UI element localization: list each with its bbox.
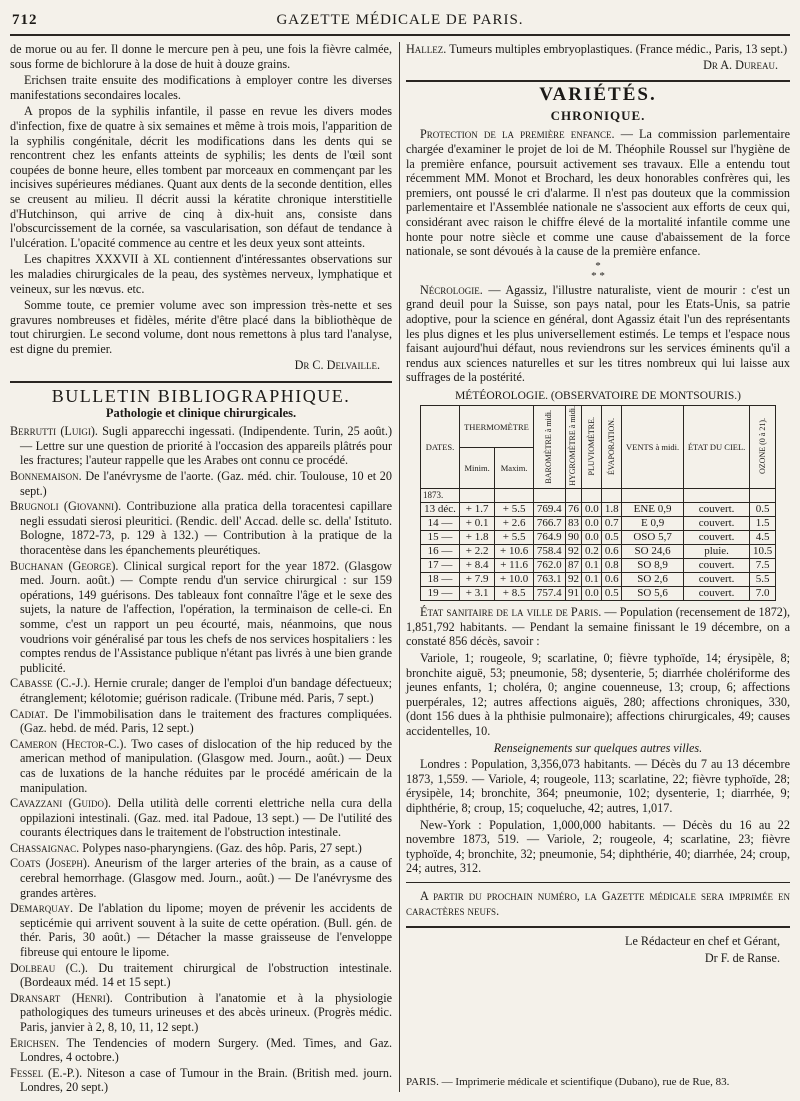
col-hygro (565, 406, 582, 489)
meteo-cell-date: 19 — (421, 587, 460, 601)
meteo-cell-evap: 0.6 (602, 573, 622, 587)
meteo-cell-ozone: 5.5 (750, 573, 776, 587)
meteo-cell-etat: couvert. (683, 531, 749, 545)
meteo-cell-date: 17 — (421, 559, 460, 573)
bibliography-entry (10, 1036, 392, 1065)
entry-text: Du traitement chirurgical de l'obstruction intestinale. (Bordeaux méd. 14 et 15 sept.) (20, 960, 392, 990)
meteo-cell-baro: 766.7 (533, 517, 565, 531)
meteo-cell-hygro: 87 (565, 559, 582, 573)
col-baro (533, 406, 565, 489)
year-row (421, 489, 776, 503)
meteo-cell-hygro: 92 (565, 545, 582, 559)
right-column (406, 42, 790, 967)
meteo-cell-date: 13 déc. (421, 503, 460, 517)
bibliography-entry (10, 707, 392, 736)
meteo-cell-max: + 5.5 (495, 503, 534, 517)
editor-rule (406, 926, 790, 928)
col-vents: VENTS à midi. (622, 406, 684, 489)
col-evap (602, 406, 622, 489)
editor-name: Dr F. de Ranse. (704, 950, 780, 965)
review-paragraph: A propos de la syphilis infantile, il passe en revue les divers modes d'infection, fixe de quatre à six semaines et même à trois mois, l'apparition de la syphilis congénitale, décrit les modifications dans les dents qui se rencontrent chez les enfants atteints de syphilis; les dents de l'œil sont coupées de bonne heure, elles tombent par morceaux en commençant par les incisives supérieures médianes. Quant aux dents de la seconde dentition, elles se creusent au milieu. Il décrit aussi la kératite chronique interstitielle d'Hutchinson, qui arrive de cinq à dix-huit ans, consiste dans l'obscurcissement de la cornée, sa vascularisation, son défaut de tendance à l'ulcération. L'opacité commence au centre et les deux yeux sont atteints. (10, 104, 392, 250)
entry-author: Dransart (Henri). (10, 990, 113, 1005)
entry-text: Tumeurs multiples embryoplastiques. (France médic., Paris, 13 sept.) (446, 42, 788, 56)
bibliography-entry (10, 1066, 392, 1095)
meteo-cell-vents: E 0,9 (622, 517, 684, 531)
paragraph-text: — La commission parlementaire chargée d'examiner le projet de loi de M. Théophile Roussel sur l'hygiène de la première enfance, poursuit activement ses travaux. Elle a entendu tout récemment MM. Monot et Brochard, les deux honorables confrères qui, les premiers, ont poussé le cri d'alarme. Il n'est pas douteux que la commission parlementaire et l'Assemblée nationale ne s'associent aux efforts de ceux qui, considérant avec raison le chiffre élevé de la mortalité infantile comme une honte pour notre siècle et comme une cause d'abaissement de la force nationale, se sont dévoués à la cause de la première enfance. (406, 127, 790, 259)
meteo-cell-max: + 8.5 (495, 587, 534, 601)
paragraph-text: — Agassiz, l'illustre naturaliste, vient de mourir : c'est un grand deuil pour la Suisse, son pays natal, pour les Etats-Unis, sa patrie adoptive, pour la science en général, dont Agassiz était l'un des représentants les plus dignes et les plus universellement estimés. Le temps et l'espace nous faisant aujourd'hui défaut, nous reviendrons sur les services éminents qu'il a rendus aux sciences naturelles et sur les titres nombreux qui lui laisse aux suffrages de la postérité. (406, 282, 790, 385)
meteo-cell-evap: 0.6 (602, 545, 622, 559)
meteo-table (420, 405, 776, 601)
col-pluvio-label: PLUVIOMÈTRE. (586, 417, 596, 476)
journal-title: GAZETTE MÉDICALE DE PARIS. (276, 12, 524, 28)
entry-author: Cabasse (C.-J.). (10, 676, 91, 691)
review-paragraph: Somme toute, ce premier volume avec son impression très-nette et ses gravures nombreuses et fidèles, mérite d'être placé dans la bibliothèque de tout chirurgien. Le second volume, dont nous remettons à plus tard l'analyse, est digne du premier. (10, 298, 392, 356)
meteo-cell-hygro: 83 (565, 517, 582, 531)
bibliography-entry (10, 499, 392, 557)
meteo-cell-date: 14 — (421, 517, 460, 531)
meteo-cell-pluvio: 0.1 (582, 559, 602, 573)
meteo-cell-evap: 0.5 (602, 531, 622, 545)
meteo-cell-vents: SO 8,9 (622, 559, 684, 573)
meteo-cell-ozone: 7.5 (750, 559, 776, 573)
meteo-cell-etat: couvert. (683, 573, 749, 587)
entry-text: Hernie crurale; danger de l'emploi d'un bandage défectueux; étranglement; kélotomie; guérison radicale. (Tribune méd. Paris, 7 sept.) (20, 676, 393, 705)
meteo-title: MÉTÉOROLOGIE. (OBSERVATOIRE DE MONTSOURIS.) (455, 389, 741, 402)
meteo-cell-max: + 10.6 (495, 545, 534, 559)
entry-text: Aneurism of the larger arteries of the brain, as a cause of cerebral hemorrhage. (Glasgow med. Journ., août.) — De l'anévrysme des grandes artères. (20, 856, 392, 900)
meteo-row (421, 545, 776, 559)
running-head (10, 8, 790, 36)
bibliography-entry (10, 856, 392, 900)
meteo-row (421, 531, 776, 545)
meteo-cell-evap: 1.8 (602, 503, 622, 517)
entry-text: De l'immobilisation dans le traitement des fractures compliquées. (Gaz. hebd. de méd. Paris, 12 sept.) (20, 706, 392, 736)
bibliography-entry (10, 737, 392, 795)
meteo-row (421, 503, 776, 517)
section-title: VARIÉTÉS. (539, 84, 657, 106)
entry-author: Demarquay. (10, 901, 74, 916)
etat-subhead: Renseignements sur quelques autres villes. (493, 740, 703, 755)
col-etat: ÉTAT DU CIEL. (683, 406, 749, 489)
entry-author: Erichsen. (10, 1035, 59, 1050)
paragraph-text: — Population (recensement de 1872), 1,851,792 habitants. — Pendant la semaine finissant le 19 décembre, on a constaté 856 décès, savoir : (406, 605, 790, 649)
meteo-cell-ozone: 0.5 (750, 503, 776, 517)
paragraph-lead: Nécrologie. (420, 282, 483, 297)
meteo-cell-baro: 763.1 (533, 573, 565, 587)
meteo-cell-etat: pluie. (683, 545, 749, 559)
bibliography-entry (10, 559, 392, 676)
meteo-cell-vents: SO 2,6 (622, 573, 684, 587)
meteo-cell-baro: 757.4 (533, 587, 565, 601)
entry-author: Brugnoli (Giovanni). (10, 499, 122, 514)
entry-author: Bonnemaison. (10, 469, 82, 484)
meteo-cell-min: + 7.9 (460, 573, 495, 587)
entry-text: De l'anévrysme de l'aorte. (Gaz. méd. chir. Toulouse, 10 et 20 sept.) (20, 469, 392, 498)
bibliography-entry (10, 901, 392, 959)
meteo-cell-etat: couvert. (683, 503, 749, 517)
bibliography-entry (10, 469, 392, 498)
meteo-cell-min: + 0.1 (460, 517, 495, 531)
bulletin-subtitle: Pathologie et clinique chirurgicales. (105, 405, 297, 420)
entry-text: Contribuzione alla pratica della toracentesi capillare negli essudati sierosi pleuritici. (Rendic. dell' Accad. delle sc. della' Istituto. Bologne, 1872-73, p. 129 à 132.) — Contribution à la pratique de la thoracentèse dans les épanchements pleurétiques. (20, 499, 392, 557)
paragraph-lead: Protection de la première enfance. (420, 127, 615, 142)
meteo-cell-baro: 769.4 (533, 503, 565, 517)
col-ozone (750, 406, 776, 489)
meteo-row (421, 573, 776, 587)
meteo-cell-baro: 762.0 (533, 559, 565, 573)
section-rule (406, 80, 790, 82)
entry-author: Hallez. (406, 42, 447, 56)
meteo-cell-min: + 1.7 (460, 503, 495, 517)
meteo-cell-etat: couvert. (683, 587, 749, 601)
meteo-cell-hygro: 76 (565, 503, 582, 517)
bibliography-entry (10, 841, 392, 856)
asterism: * * * (591, 259, 605, 282)
etat-paragraph (406, 605, 790, 649)
meteo-cell-vents: SO 24,6 (622, 545, 684, 559)
col-min: Minim. (460, 447, 495, 488)
bibliography-entry (10, 991, 392, 1035)
meteo-cell-date: 16 — (421, 545, 460, 559)
review-paragraph: Erichsen traite ensuite des modifications à employer contre les diverses manifestations secondaires locales. (10, 73, 392, 102)
meteo-cell-pluvio: 0.0 (582, 517, 602, 531)
meteo-body (421, 489, 776, 601)
meteo-cell-vents: SO 5,6 (622, 587, 684, 601)
entry-text: The Tendencies of modern Surgery. (Med. Times, and Gaz. Londres, 4 octobre.) (20, 1035, 392, 1065)
etat-sanitaire (406, 605, 790, 876)
entry-text: Two cases of dislocation of the hip reduced by the american method of manipulation. (Glasgow med. Journ., août.) — Deux cas de luxations de la hanche réduites par le procédé américain de la manipulation. (20, 736, 392, 795)
editor-label: Le Rédacteur en chef et Gérant, (625, 934, 780, 949)
col-baro-label: BAROMÈTRE à midi. (544, 409, 554, 484)
meteo-cell-pluvio: 0.0 (582, 503, 602, 517)
notice-rule (406, 882, 790, 883)
meteo-cell-min: + 2.2 (460, 545, 495, 559)
chronique-paragraph (406, 283, 790, 385)
entry-author: Chassaignac. (10, 840, 80, 855)
meteo-cell-min: + 3.1 (460, 587, 495, 601)
bibliography-list (10, 424, 392, 1095)
col-max: Maxim. (495, 447, 534, 488)
meteo-cell-pluvio: 0.0 (582, 531, 602, 545)
entry-text: De l'ablation du lipome; moyen de prévenir les accidents de septicémie qui arrivent souvent à la suite de cette opération. (Bull. gén. de thér. Paris, 30 août.) — Détacher la masse graisseuse de l'enveloppe fibreuse qui entoure le lipome. (20, 901, 392, 960)
col-thermo: THERMOMÈTRE (460, 406, 534, 447)
entry-author: Berrutti (Luigi). (10, 424, 98, 439)
bibliography-entry (10, 424, 392, 468)
meteo-row (421, 559, 776, 573)
meteo-cell-max: + 2.6 (495, 517, 534, 531)
meteo-cell-baro: 764.9 (533, 531, 565, 545)
bibliography-entry (10, 676, 392, 705)
meteo-cell-date: 18 — (421, 573, 460, 587)
etat-detail: Variole, 1; rougeole, 9; scarlatine, 0; fièvre typhoïde, 14; érysipèle, 8; bronchite aiguë, 53; pneumonie, 58; dysenterie, 5; diarrhée cholériforme des jeunes enfants, 1; choléra, 0; angine couenneuse, 13; croup, 6; affections puerpérales, 12; autres affections aiguës, 280; affections chroniques, 330, (dont 156 dues à la phthisie pulmonaire); affections chirurgicales, 49; causes accidentelles, 10. (406, 651, 790, 738)
meteo-cell-vents: ENE 0,9 (622, 503, 684, 517)
meteo-cell-ozone: 4.5 (750, 531, 776, 545)
review-paragraph: Les chapitres XXXVII à XL contiennent d'intéressantes observations sur les maladies chirurgicales de la peau, des systèmes nerveux, lymphatique et veineux, sur les nœvus. etc. (10, 252, 392, 296)
entry-author: Dolbeau (C.). (10, 960, 88, 975)
entry-text: Clinical surgical report for the year 1872. (Glasgow med. Journ. août.) — Compte rendu d'un service chirurgical : sur 159 opérations, 149 guérisons. Des tableaux font connaître l'âge et le sexe des sujets, la nature de l'affection, l'opération, la terminaison de celle-ci. En somme, c'est un rapport un peu écourté, mais, néanmoins, que nous voudrions voir généralisé par tous les chefs de nos services hospitaliers : les comptes rendus de l'Assistance publique n'étant pas livrés à une bien grande publicité. (20, 558, 392, 675)
bibliography-entry (406, 42, 790, 57)
meteo-cell-evap: 0.5 (602, 587, 622, 601)
meteo-cell-date: 15 — (421, 531, 460, 545)
meteo-cell-hygro: 90 (565, 531, 582, 545)
col-ozone-label: OZONE (0 à 21). (757, 418, 767, 475)
col-hygro-label: HYGROMÈTRE à midi. (568, 406, 578, 487)
meteo-cell-vents: OSO 5,7 (622, 531, 684, 545)
paragraph-lead: État sanitaire de la ville de Paris. (420, 605, 602, 620)
bibliography-signature: Dr A. Dureau. (703, 57, 778, 72)
section-rule (10, 381, 392, 383)
col-dates: DATES. (421, 406, 460, 489)
bibliography-entry (10, 961, 392, 990)
meteo-cell-pluvio: 0.1 (582, 573, 602, 587)
chronique-paragraph (406, 127, 790, 258)
newyork-stats: New-York : Population, 1,000,000 habitants. — Décès du 16 au 22 novembre 1873, 519. — Variole, 2; rougeole, 4; scarlatine, 23; fièvre typhoïde, 4; bronchite, 32; pneumonie, 54; diphthérie, 40; diarrhée, 24; croup, 24; autres, 312. (406, 817, 790, 876)
year-cell: 1873. (421, 489, 460, 503)
bibliography-entry (10, 796, 392, 840)
left-column (10, 42, 392, 1096)
meteo-cell-pluvio: 0.2 (582, 545, 602, 559)
entry-author: Cavazzani (Guido). (10, 796, 112, 811)
imprint: PARIS. — Imprimerie médicale et scientifique (Dubano), rue de Rue, 83. (406, 1076, 730, 1088)
entry-text: Polypes naso-pharyngiens. (Gaz. des hôp. Paris, 27 sept.) (79, 840, 362, 855)
meteo-cell-ozone: 10.5 (750, 545, 776, 559)
londres-stats: Londres : Population, 3,356,073 habitants. — Décès du 7 au 13 décembre 1873, 1,559. — Variole, 4; rougeole, 113; scarlatine, 22; fièvre typhoïde, 28; érysipèle, 14; bronchite, 364; pneumonie, 102; dysenterie, 1; diarrhée, 9; diphthérie, 8; croup, 15; coqueluche, 42; autres, 1,017. (406, 757, 790, 815)
page-number: 712 (12, 12, 38, 28)
meteo-cell-ozone: 1.5 (750, 517, 776, 531)
meteo-cell-max: + 11.6 (495, 559, 534, 573)
meteo-cell-evap: 0.7 (602, 517, 622, 531)
meteo-cell-max: + 10.0 (495, 573, 534, 587)
entry-author: Coats (Joseph). (10, 856, 91, 871)
col-pluvio (582, 406, 602, 489)
meteo-cell-pluvio: 0.0 (582, 587, 602, 601)
entry-text: Contribution à l'anatomie et à la physiologie pathologiques des tumeurs urineuses et des abcès urineux. (Progrès médic. Paris, janvier à 2, 8, 10, 11, 12 sept.) (20, 990, 393, 1034)
section-subtitle: CHRONIQUE. (550, 107, 646, 123)
meteo-cell-baro: 758.4 (533, 545, 565, 559)
entry-author: Fessel (E.-P.). (10, 1065, 83, 1080)
entry-author: Cadiat. (10, 706, 49, 721)
meteo-cell-evap: 0.8 (602, 559, 622, 573)
meteo-cell-hygro: 91 (565, 587, 582, 601)
entry-text: Sugli apparecchi ingessati. (Indipendente. Turin, 25 août.) — Lettre sur une question de priorité à l'occasion des appareils plâtrés pour les fractures; l'auteur rappelle que les Arabes ont connu ce procédé. (20, 424, 393, 468)
review-signature: Dr C. Delvaille. (294, 358, 380, 373)
bulletin-title: BULLETIN BIBLIOGRAPHIQUE. (51, 386, 351, 407)
meteo-cell-max: + 5.5 (495, 531, 534, 545)
meteo-cell-etat: couvert. (683, 559, 749, 573)
column-divider (399, 42, 400, 1092)
newspaper-page (10, 8, 790, 1093)
meteo-cell-min: + 8.4 (460, 559, 495, 573)
meteo-row (421, 517, 776, 531)
entry-text: Niteson a case of Tumour in the Brain. (British med. journ. Londres, 20 sept.) (20, 1065, 392, 1095)
notice: A partir du prochain numéro, la Gazette médicale sera imprimée en caractères neufs. (406, 888, 790, 918)
meteo-cell-etat: couvert. (683, 517, 749, 531)
meteo-cell-min: + 1.8 (460, 531, 495, 545)
entry-text: Della utilità delle correnti elettriche nella cura della oppilazioni intestinali. (Gaz. med. ital Padoue, 13 sept.) — De l'utilité des courants électriques dans le traitement de l'obstruction intestinale. (20, 796, 392, 840)
col-evap-label: ÉVAPORATION. (606, 417, 616, 475)
meteo-cell-ozone: 7.0 (750, 587, 776, 601)
review-paragraph: de morue ou au fer. Il donne le mercure pen à peu, une fois la fièvre calmée, sous forme de bichlorure à la dose de huit à douze grains. (10, 42, 392, 71)
entry-author: Cameron (Hector-C.). (10, 736, 127, 751)
entry-author: Buchanan (George). (10, 558, 119, 573)
meteo-row (421, 587, 776, 601)
meteo-cell-hygro: 92 (565, 573, 582, 587)
